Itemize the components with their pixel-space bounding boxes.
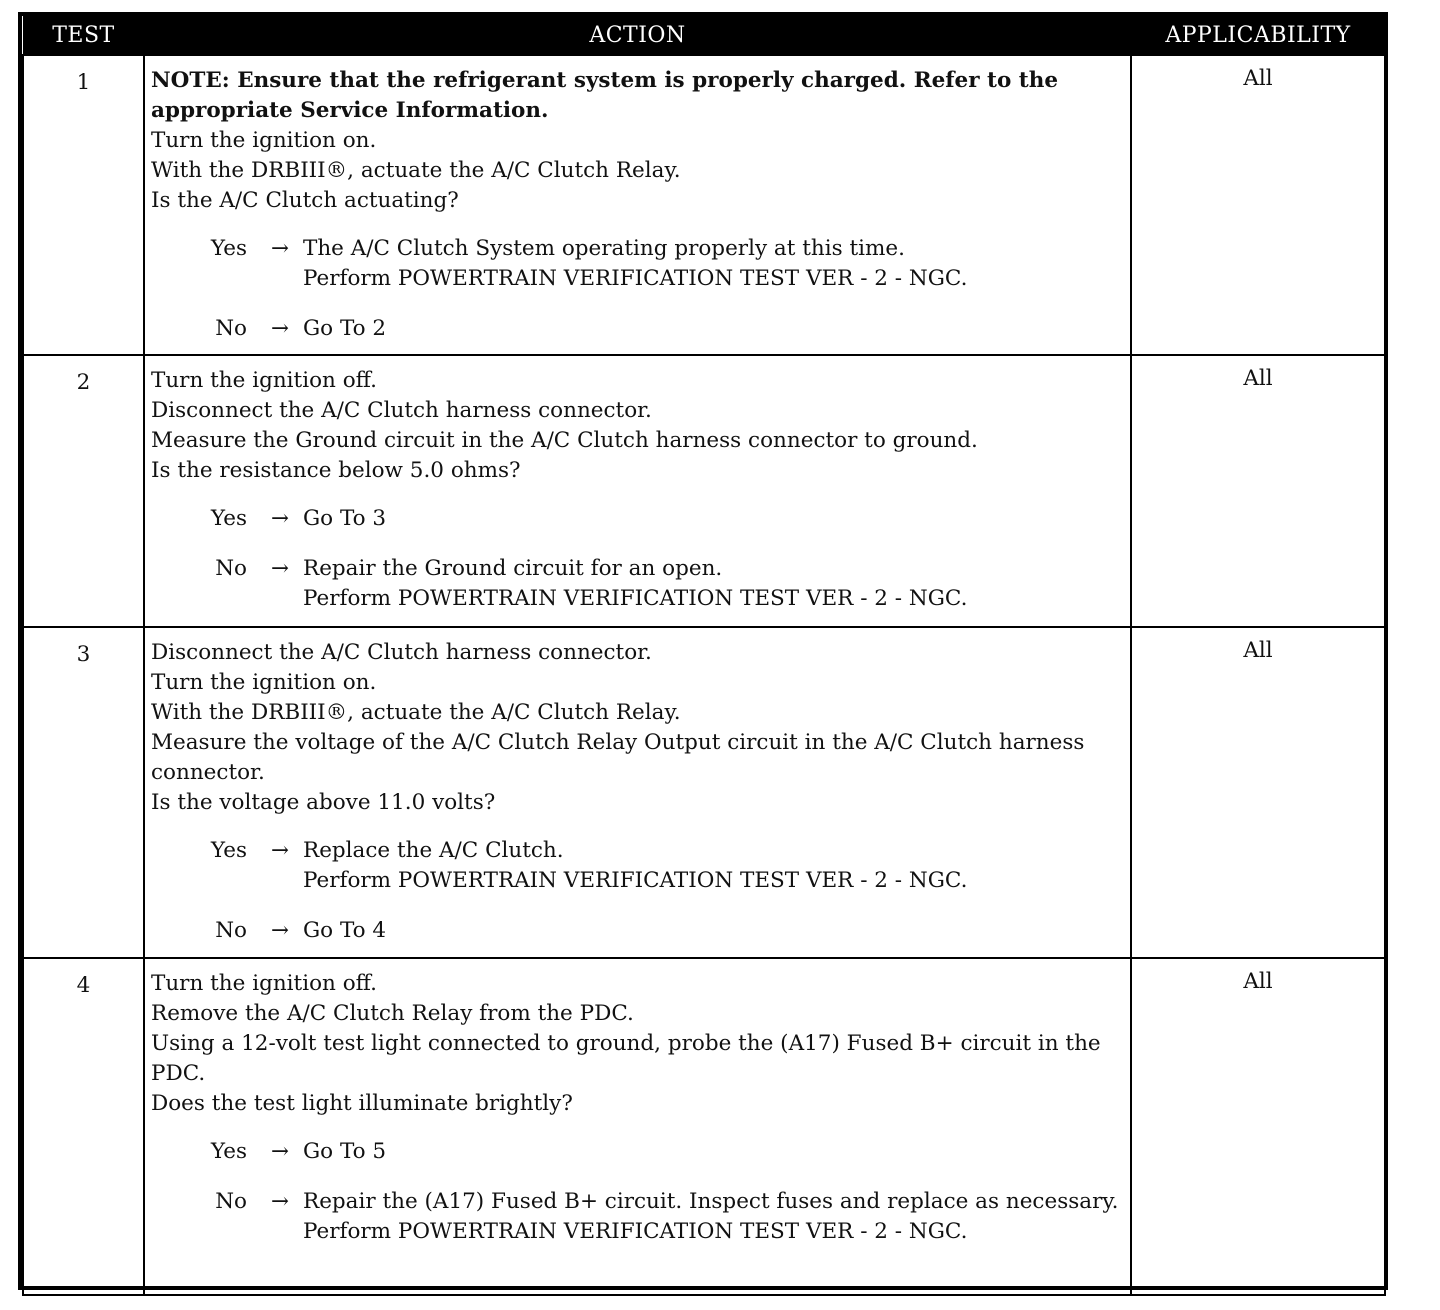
answer-line: Perform POWERTRAIN VERIFICATION TEST VER - 2 - NGC.: [303, 586, 968, 611]
action-step: Remove the A/C Clutch Relay from the PDC.: [151, 1001, 634, 1026]
answer-no: [151, 916, 1124, 946]
answer-line: Go To 5: [303, 1139, 387, 1164]
action-step: Does the test light illuminate brightly?: [151, 1091, 573, 1116]
action-step: Disconnect the A/C Clutch harness connector.: [151, 640, 652, 665]
action-step: Disconnect the A/C Clutch harness connector.: [151, 398, 652, 423]
applicability-value: All: [1131, 958, 1385, 1295]
answer-result: [303, 234, 1124, 294]
answer-group: [151, 836, 1124, 946]
test-number: 1: [23, 55, 144, 355]
answer-line: Perform POWERTRAIN VERIFICATION TEST VER - 2 - NGC.: [303, 1219, 968, 1244]
test-number: 4: [23, 958, 144, 1295]
answer-yes: [151, 504, 1124, 534]
answer-line: Repair the (A17) Fused B+ circuit. Inspect fuses and replace as necessary.: [303, 1189, 1119, 1214]
action-step: Using a 12-volt test light connected to ground, probe the (A17) Fused B+ circuit in the PDC.: [151, 1031, 1101, 1086]
action-step: Turn the ignition off.: [151, 971, 377, 996]
answer-result: [303, 554, 1124, 614]
action-step: With the DRBIII®, actuate the A/C Clutch Relay.: [151, 158, 681, 183]
action-step: With the DRBIII®, actuate the A/C Clutch Relay.: [151, 700, 681, 725]
answer-line: Repair the Ground circuit for an open.: [303, 556, 723, 581]
answer-result: [303, 836, 1124, 896]
answer-line: Go To 4: [303, 918, 387, 943]
answer-no: [151, 1187, 1124, 1247]
arrow-right-icon: →: [270, 506, 289, 531]
diagnostic-test-table: [18, 12, 1388, 1290]
answer-result: [303, 1137, 1124, 1167]
applicability-value: All: [1131, 355, 1385, 627]
action-cell: [144, 627, 1131, 958]
answer-label: No: [215, 316, 247, 341]
arrow-right-icon: →: [270, 1189, 289, 1214]
answer-line: The A/C Clutch System operating properly at this time.: [303, 236, 905, 261]
action-step: Measure the Ground circuit in the A/C Clutch harness connector to ground.: [151, 428, 978, 453]
table-row: [23, 55, 1385, 355]
action-step: Is the resistance below 5.0 ohms?: [151, 458, 521, 483]
test-number: 2: [23, 355, 144, 627]
arrow-right-icon: →: [270, 316, 289, 341]
answer-result: [303, 1187, 1124, 1247]
answer-result: [303, 916, 1124, 946]
answer-yes: [151, 836, 1124, 896]
answer-line: Go To 2: [303, 316, 387, 341]
answer-group: [151, 234, 1124, 344]
answer-group: [151, 1137, 1124, 1247]
table-row: [23, 958, 1385, 1295]
arrow-right-icon: →: [270, 918, 289, 943]
answer-result: [303, 314, 1124, 344]
answer-label: Yes: [210, 506, 247, 531]
answer-label: Yes: [210, 1139, 247, 1164]
answer-label: No: [215, 918, 247, 943]
answer-line: Go To 3: [303, 506, 387, 531]
action-cell: [144, 958, 1131, 1295]
table-row: [23, 627, 1385, 958]
arrow-right-icon: →: [270, 236, 289, 261]
answer-label: No: [215, 556, 247, 581]
table-row: [23, 355, 1385, 627]
action-cell: [144, 355, 1131, 627]
header-action: ACTION: [144, 16, 1131, 55]
answer-yes: [151, 1137, 1124, 1167]
action-step: Measure the voltage of the A/C Clutch Relay Output circuit in the A/C Clutch harness connector.: [151, 730, 1085, 785]
arrow-right-icon: →: [270, 1139, 289, 1164]
note-text: NOTE: Ensure that the refrigerant system is properly charged. Refer to the appropriate Service Information.: [151, 68, 1059, 123]
header-row: [23, 16, 1385, 55]
action-step: Turn the ignition off.: [151, 368, 377, 393]
answer-line: Perform POWERTRAIN VERIFICATION TEST VER - 2 - NGC.: [303, 868, 968, 893]
answer-result: [303, 504, 1124, 534]
action-step: Turn the ignition on.: [151, 670, 377, 695]
applicability-value: All: [1131, 55, 1385, 355]
action-step: Is the voltage above 11.0 volts?: [151, 790, 496, 815]
test-number: 3: [23, 627, 144, 958]
answer-yes: [151, 234, 1124, 294]
action-cell: [144, 55, 1131, 355]
answer-label: Yes: [210, 236, 247, 261]
answer-line: Perform POWERTRAIN VERIFICATION TEST VER - 2 - NGC.: [303, 266, 968, 291]
arrow-right-icon: →: [270, 838, 289, 863]
answer-no: [151, 554, 1124, 614]
arrow-right-icon: →: [270, 556, 289, 581]
answer-label: No: [215, 1189, 247, 1214]
answer-label: Yes: [210, 838, 247, 863]
header-test: TEST: [23, 16, 144, 55]
action-step: Turn the ignition on.: [151, 128, 377, 153]
answer-line: Replace the A/C Clutch.: [303, 838, 564, 863]
action-step: Is the A/C Clutch actuating?: [151, 188, 459, 213]
header-applicability: APPLICABILITY: [1131, 16, 1385, 55]
answer-no: [151, 314, 1124, 344]
applicability-value: All: [1131, 627, 1385, 958]
answer-group: [151, 504, 1124, 614]
